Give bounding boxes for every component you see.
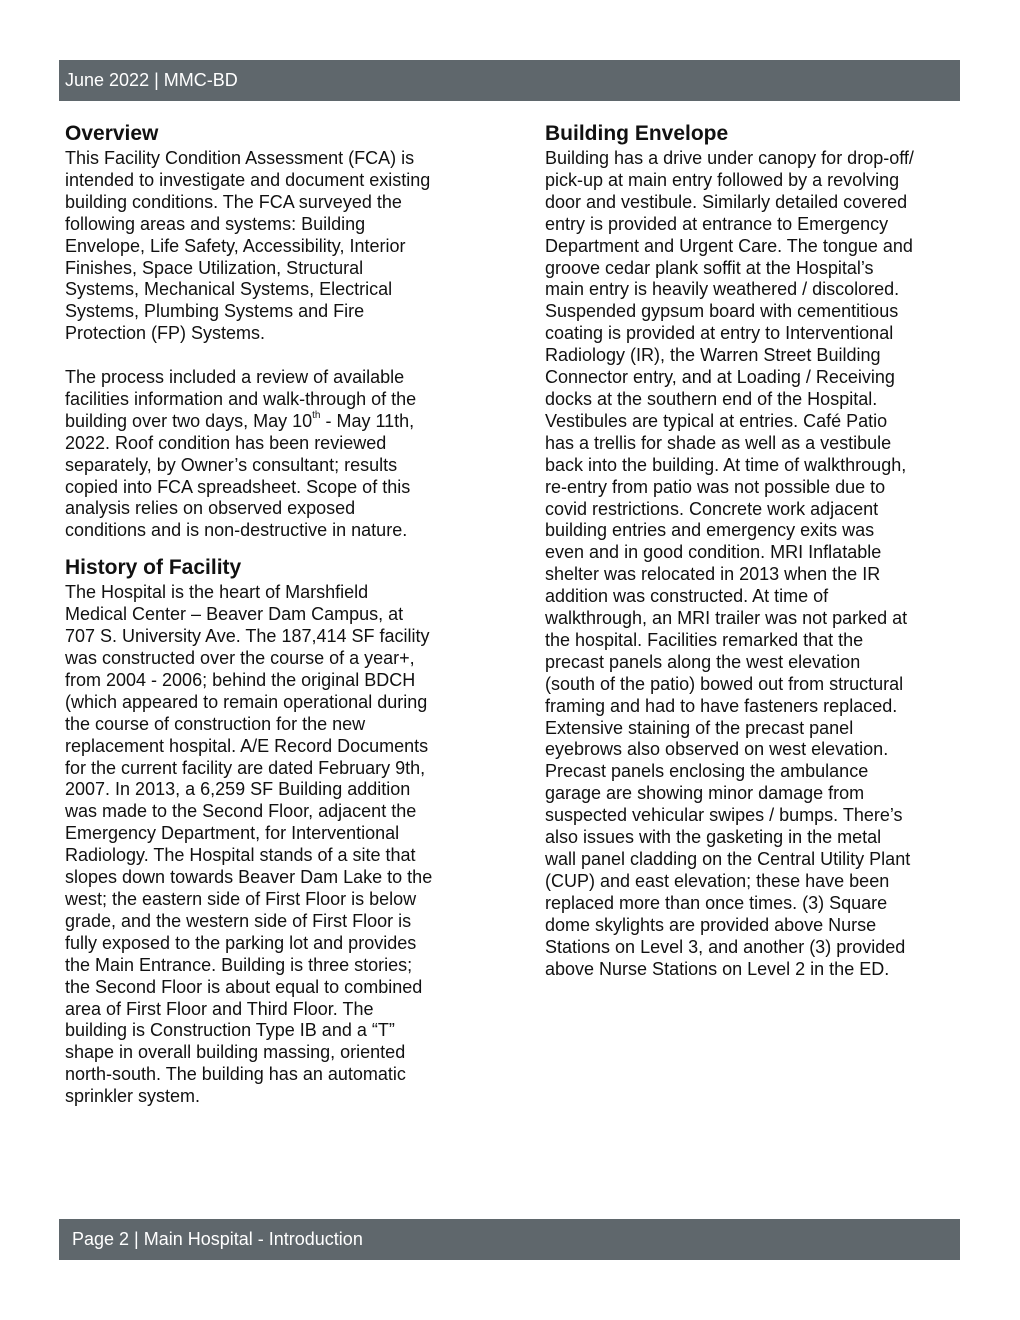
overview-paragraph-2 xyxy=(65,367,485,542)
building-envelope-paragraph: Building has a drive under canopy for drop-off/ pick-up at main entry followed by a revolving door and vestibule. Similarly detailed covered entry is provided at entrance to Emergency Department and Urgent Care. The tongue and groove cedar plank soffit at the Hospital’s main entry is heavily weathered / discolored. Suspended gypsum board with cementitious coating is provided at entry to Interventional Radiology (IR), the Warren Street Building Connector entry, and at Loading / Receiving docks at the southern end of the Hospital. Vestibules are typical at entries. Café Patio has a trellis for shade as well as a vestibule back into the building. At time of walkthrough, re-entry from patio was not possible due to covid restrictions. Concrete work adjacent building entries and emergency exits was even and in good condition. MRI Inflatable shelter was relocated in 2013 when the IR addition was constructed. At time of walkthrough, an MRI trailer was not parked at the hospital. Facilities remarked that the precast panels along the west elevation (south of the patio) bowed out from structural framing and had to have fasteners replaced. Extensive staining of the precast panel eyebrows also observed on west elevation. Precast panels enclosing the ambulance garage are showing minor damage from suspected vehicular swipes / bumps. There’s also issues with the gasketing in the metal wall panel cladding on the Central Utility Plant (CUP) and east elevation; these have been replaced more than once times. (3) Square dome skylights are provided above Nurse Stations on Level 3, and another (3) provided above Nurse Stations on Level 2 in the ED. xyxy=(545,148,914,979)
section-spacer xyxy=(65,542,485,554)
overview-paragraph-2-part-b: - May 11th, 2022. Roof condition has been reviewed separately, by Owner’s consultant; results copied into FCA spreadsheet. Scope of this analysis relies on observed exposed conditions and is non-destructive in nature. xyxy=(65,410,415,541)
page-header-bar xyxy=(59,60,960,101)
history-heading: History of Facility xyxy=(65,556,242,580)
overview-heading: Overview xyxy=(65,122,159,145)
page-footer-bar xyxy=(59,1219,960,1260)
header-text: June 2022 | MMC-BD xyxy=(65,70,238,90)
paragraph-spacer xyxy=(65,345,485,367)
overview-paragraph-1: This Facility Condition Assessment (FCA) is intended to investigate and document existing building conditions. The FCA surveyed the following areas and systems: Building Envelope, Life Safety, Accessibility, Interior Finishes, Space Utilization, Structural Systems, Mechanical Systems, Electrical Systems, Plumbing Systems and Fire Protection (FP) Systems. xyxy=(65,148,431,344)
overview-paragraph-2-part-a: The process included a review of available facilities information and walk-through of the building over two days, May 10 xyxy=(65,367,417,431)
ordinal-superscript: th xyxy=(312,409,321,421)
right-column xyxy=(545,120,965,980)
history-paragraph: The Hospital is the heart of Marshfield Medical Center – Beaver Dam Campus, at 707 S. University Ave. The 187,414 SF facility was constructed over the course of a year+, from 2004 - 2006; behind the original BDCH (which appeared to remain operational during the course of construction for the new replacement hospital. A/E Record Documents for the current facility are dated February 9th, 2007. In 2013, a 6,259 SF Building addition was made to the Second Floor, adjacent the Emergency Department, for Interventional Radiology. The Hospital stands of a site that slopes down towards Beaver Dam Lake to the west; the eastern side of First Floor is below grade, and the western side of First Floor is fully exposed to the parking lot and provides the Main Entrance. Building is three stories; the Second Floor is about equal to combined area of First Floor and Third Floor. The building is Construction Type IB and a “T” shape in overall building massing, oriented north-south. The building has an automatic sprinkler system. xyxy=(65,582,433,1107)
left-column xyxy=(65,120,485,1108)
footer-text: Page 2 | Main Hospital - Introduction xyxy=(72,1229,363,1249)
building-envelope-heading: Building Envelope xyxy=(545,122,729,145)
